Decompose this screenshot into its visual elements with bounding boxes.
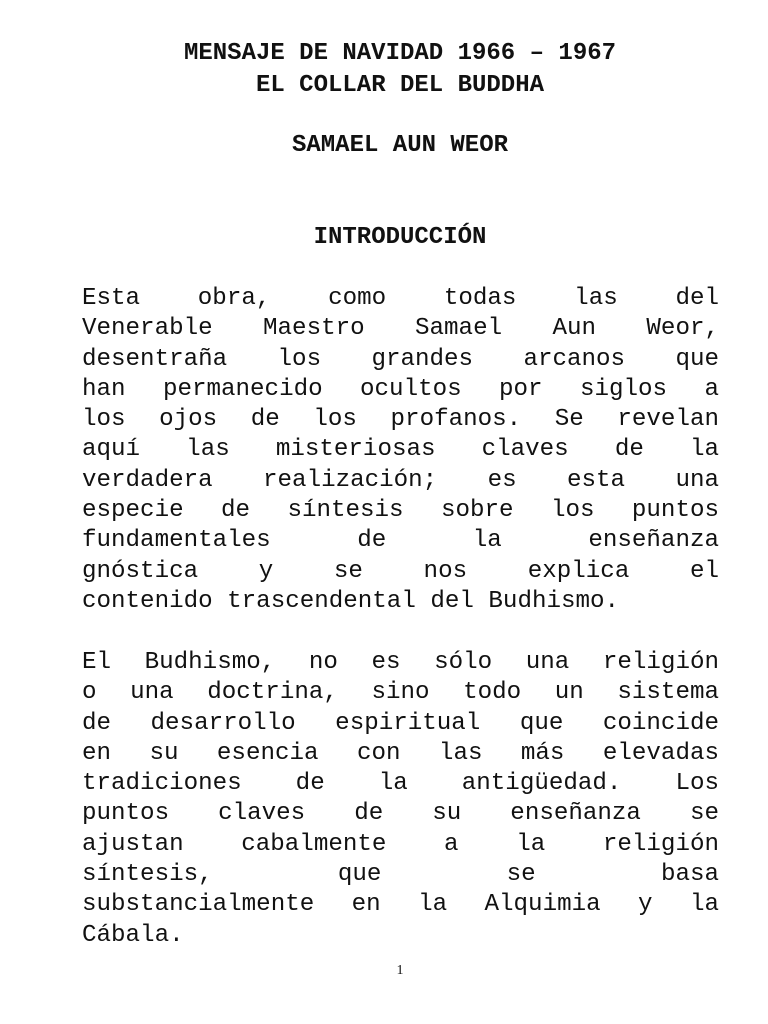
paragraph-line: puntos claves de su enseñanza se [82, 800, 719, 828]
paragraph-line: desentraña los grandes arcanos que [82, 345, 719, 373]
paragraph-line: ajustan cabalmente a la religión [82, 830, 719, 858]
paragraph-1 [82, 284, 719, 617]
paragraph-line: gnóstica y se nos explica el [82, 557, 719, 585]
paragraph-2 [82, 648, 719, 951]
paragraph-line: Cábala. [82, 921, 184, 949]
paragraph-line: o una doctrina, sino todo un sistema [82, 679, 719, 707]
paragraph-line: verdadera realización; es esta una [82, 466, 719, 494]
paragraph-line: contenido trascendental del Budhismo. [82, 587, 620, 615]
paragraph-line: Esta obra, como todas las del [82, 285, 719, 312]
document-title-line-2: EL COLLAR DEL BUDDHA [255, 72, 545, 99]
author-name: SAMAEL AUN WEOR [291, 132, 509, 159]
paragraph-line: tradiciones de la antigüedad. Los [82, 770, 719, 798]
paragraph-line: aquí las misteriosas claves de la [82, 436, 719, 464]
paragraph-line: los ojos de los profanos. Se revelan [82, 406, 719, 434]
paragraph-line: han permanecido ocultos por siglos a [82, 375, 719, 403]
paragraph-line: fundamentales de la enseñanza [82, 527, 719, 555]
paragraph-line: El Budhismo, no es sólo una religión [82, 649, 719, 676]
paragraph-line: especie de síntesis sobre los puntos [82, 497, 719, 525]
paragraph-line: síntesis, que se basa [82, 861, 719, 889]
page-number: 1 [396, 963, 404, 978]
paragraph-line: Venerable Maestro Samael Aun Weor, [82, 315, 719, 343]
paragraph-line: de desarrollo espiritual que coincide [82, 709, 719, 737]
paragraph-line: substancialmente en la Alquimia y la [82, 891, 719, 919]
paragraph-line: en su esencia con las más elevadas [82, 739, 719, 767]
document-title-line-1: MENSAJE DE NAVIDAD 1966 – 1967 [183, 40, 617, 67]
section-heading: INTRODUCCIÓN [313, 224, 487, 251]
